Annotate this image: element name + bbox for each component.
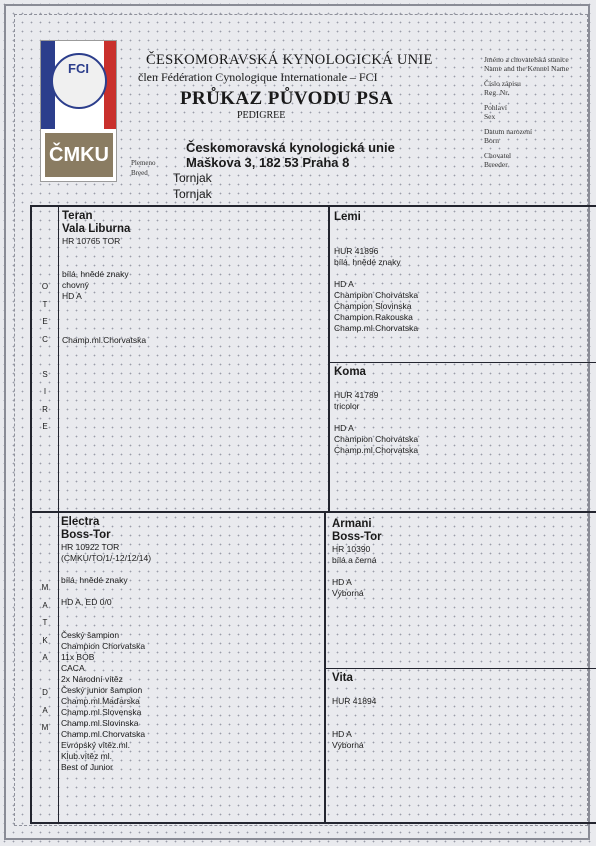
fci-cmku-logo <box>40 40 117 182</box>
breed-label: Plemeno Breed <box>131 159 156 177</box>
dam-entry: Electra Boss-Tor HR 10922 TOR (CMKU/TO/1/-12/12/14) bílá, hnědé znaky HD A, ED 0/0 Český šampion Champion Chorvatska 11x BOB CACA 2x Národní vítěz Český junior šampion Champ.ml.Maďarska Champ.ml.Slovenska Champ.ml.Slovinska Champ.ml.Chorvatska Evropský vítěz.ml. Klub.vítěz ml. Best of Junior <box>61 516 152 772</box>
sire-father-entry: Lemi HUR 41896 bílá, hnědé znaky HD A Champion Chorvatska Champion Slovinska Champion Rakouska Champ.ml.Chorvatska <box>334 211 419 333</box>
table-left-line <box>30 205 32 823</box>
dam-side-label: M A T K A D A M <box>41 583 49 732</box>
document-title: PRŮKAZ PŮVODU PSA <box>180 88 394 109</box>
logo-cmku-text: ČMKU <box>45 133 113 177</box>
fci-membership: člen Fédération Cynologique Internationale – FCI <box>138 70 378 84</box>
issuer-address: Českomoravská kynologická unie Maškova 3, 182 53 Praha 8 <box>186 140 395 170</box>
sire-grandparents-divider <box>329 362 596 363</box>
sire-entry: Teran Vala Liburna HR 10765 TOR bílá, hnědé znaky chovný HD A Champ.ml.Chorvatska <box>62 210 147 345</box>
table-top-line <box>30 205 596 207</box>
logo-fci-text: FCI <box>68 61 89 76</box>
table-bottom-line <box>30 822 596 824</box>
sire-side-label: O T E C S I R E <box>41 282 49 431</box>
dam-father-entry: Armani Boss-Tor HR 10390 bílá a černá HD A Výborná <box>332 518 382 598</box>
sire-dam-divider <box>30 511 596 513</box>
dam-mother-entry: Vita HUR 41894 HD A Výborná <box>332 672 377 750</box>
dog-info-labels: Jméno a chovatelská stanice Name and the Kennel Name Číslo zápisu Reg. Nr. Pohlaví Sex Datum narození Born Chovatel Breeder <box>484 55 569 169</box>
breed-value: Tornjak Tornjak <box>173 171 212 201</box>
sire-mother-entry: Koma HUR 41789 tricolor HD A Champion Chorvatska Champ.ml.Chorvatska <box>334 366 419 455</box>
organization-name: ČESKOMORAVSKÁ KYNOLOGICKÁ UNIE <box>146 52 433 68</box>
sire-column-line <box>328 206 330 511</box>
dam-grandparents-divider <box>325 668 596 669</box>
document-subtitle: PEDIGREE <box>237 110 286 121</box>
side-column-line <box>58 206 59 823</box>
